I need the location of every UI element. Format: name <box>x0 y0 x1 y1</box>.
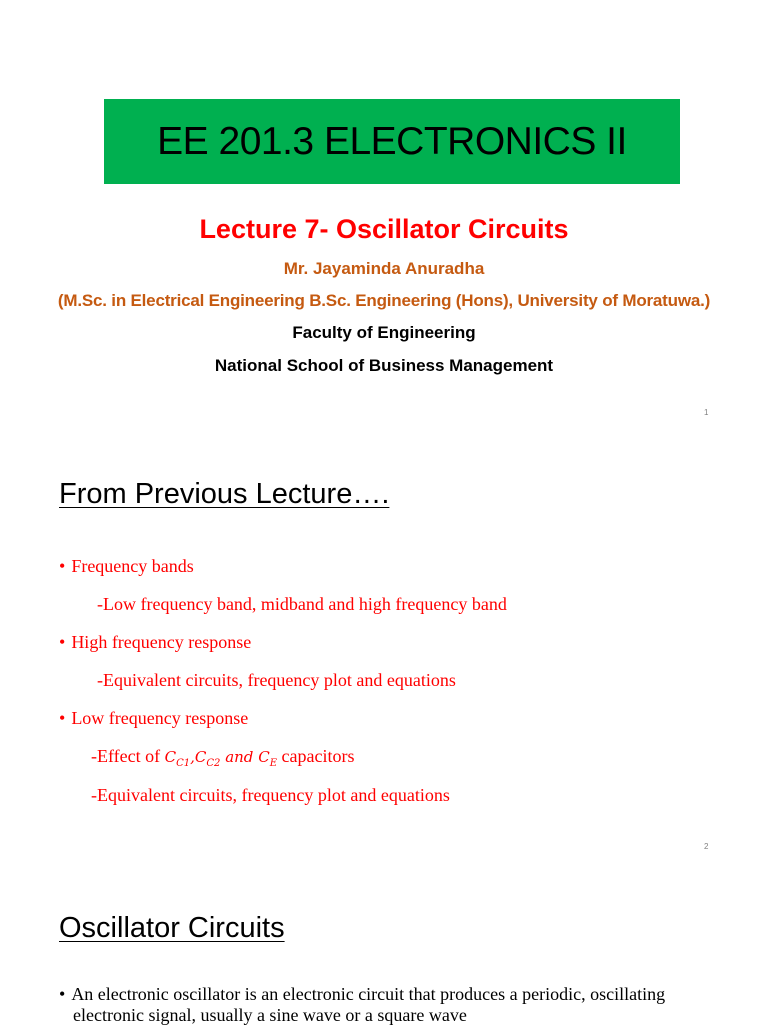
math-ce: $C_E$ <box>258 748 277 769</box>
sub-item: -Equivalent circuits, frequency plot and equations <box>97 670 456 690</box>
math-and: and <box>225 748 254 766</box>
bullet-icon: • <box>59 556 66 576</box>
math-cc2: $C_{C2}$ <box>194 748 221 769</box>
school-name: National School of Business Management <box>214 356 554 375</box>
page-number: 1 <box>704 408 709 417</box>
bullet-icon: • <box>59 708 66 728</box>
sub-item-effect: -Effect of $C_{C1},C_{C2}$ and $C_E$ capacitors <box>91 746 355 769</box>
bullet-icon: • <box>59 632 66 652</box>
bullet-icon: • <box>59 984 66 1004</box>
bullet-item: • High frequency response <box>59 632 252 652</box>
course-title: EE 201.3 ELECTRONICS II <box>157 119 627 163</box>
bullet-item: • Frequency bands <box>59 556 194 576</box>
sub-item: -Low frequency band, midband and high frequency band <box>97 594 507 614</box>
lecture-title: Lecture 7- Oscillator Circuits <box>199 214 569 244</box>
math-cc1: $C_{C1}$ <box>164 748 191 769</box>
slide-heading: Oscillator Circuits <box>59 912 285 944</box>
slide-3 <box>0 864 768 1024</box>
bullet-item: • Low frequency response <box>59 708 249 728</box>
slide-2 <box>0 432 768 864</box>
author-qualifications: (M.Sc. in Electrical Engineering B.Sc. Engineering (Hons), University of Moratuwa.) <box>57 291 711 310</box>
bullet-item: • An electronic oscillator is an electronic circuit that produces a periodic, oscillating <box>59 984 666 1004</box>
slide-1 <box>0 0 768 432</box>
title-banner <box>104 99 680 184</box>
author-name: Mr. Jayaminda Anuradha <box>283 259 485 278</box>
slide-heading: From Previous Lecture…. <box>59 478 390 510</box>
sub-item: -Equivalent circuits, frequency plot and equations <box>91 785 450 805</box>
bullet-continuation: electronic signal, usually a sine wave or a square wave <box>73 1005 467 1025</box>
page-number: 2 <box>704 842 709 851</box>
faculty-name: Faculty of Engineering <box>292 323 476 342</box>
